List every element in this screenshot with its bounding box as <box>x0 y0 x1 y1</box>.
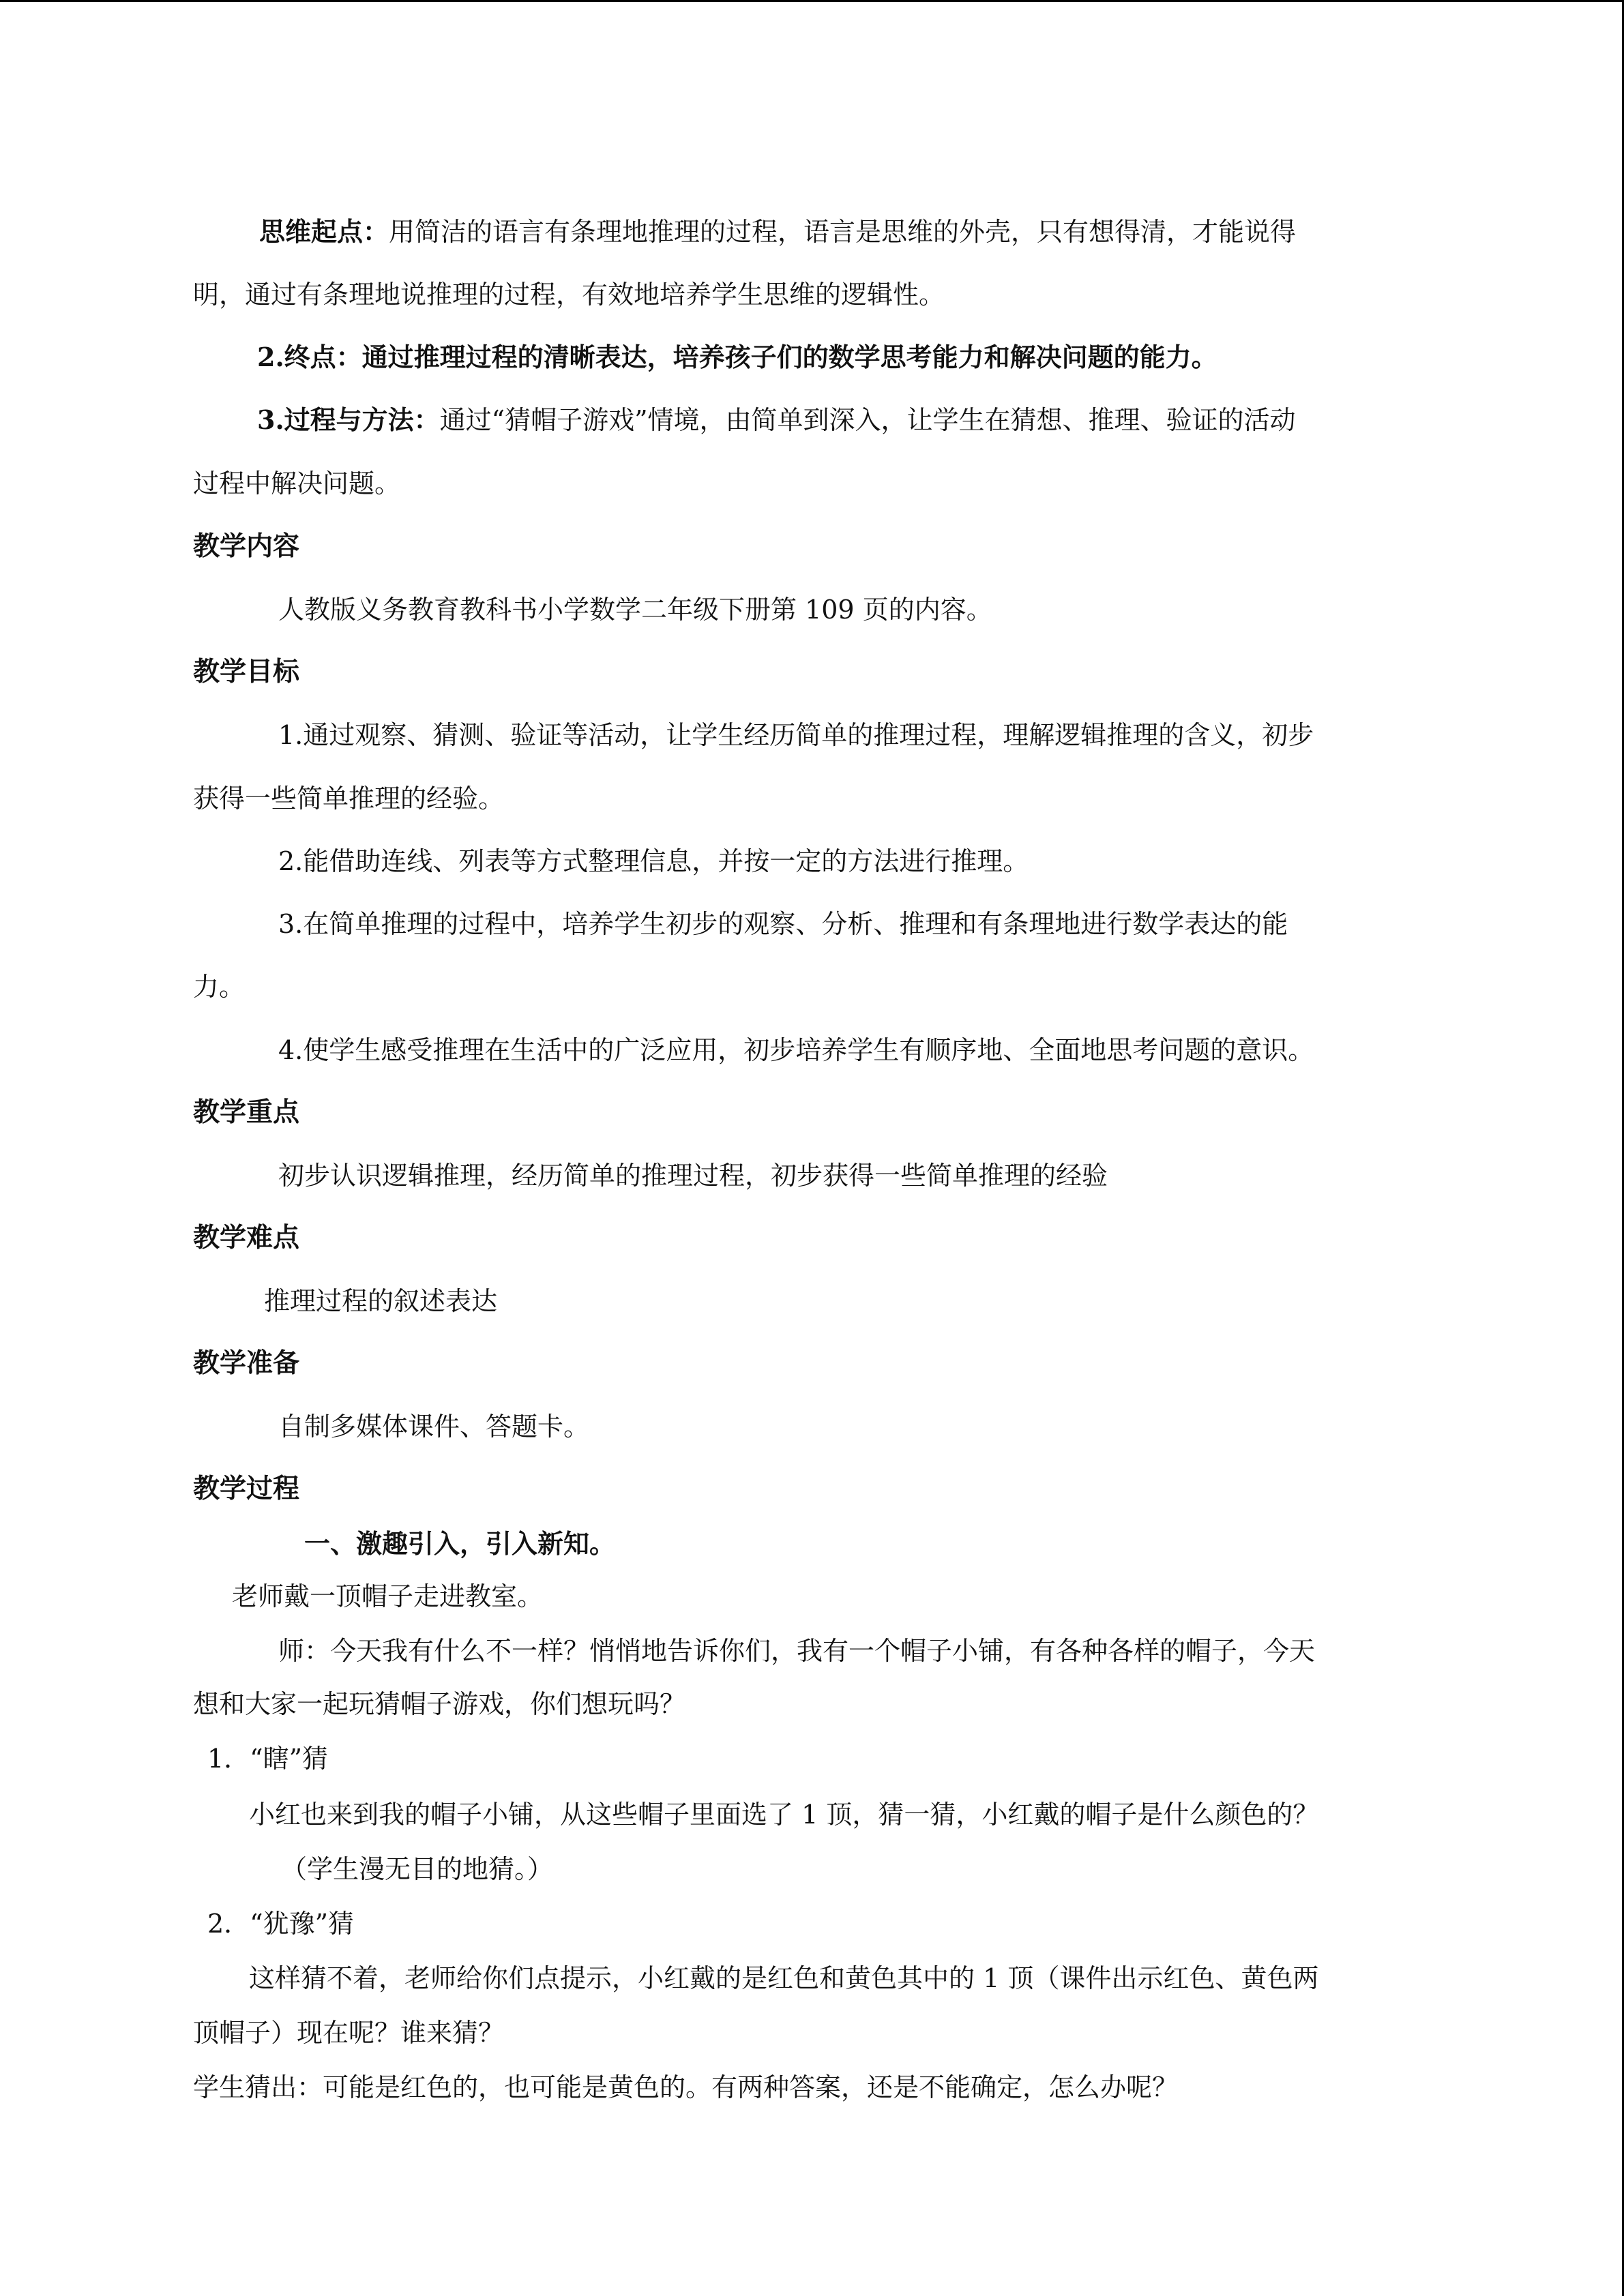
goal-1-line2: 获得一些简单推理的经验。 <box>193 784 505 814</box>
goal-3-line1: 3.在简单推理的过程中，培养学生初步的观察、分析、推理和有条理地进行数学表达的能 <box>278 909 1288 939</box>
teacher-enter: 老师戴一顶帽子走进教室。 <box>232 1581 544 1611</box>
heading-key-point: 教学重点 <box>193 1097 300 1128</box>
content-text: 人教版义务教育教科书小学数学二年级下册第 109 页的内容。 <box>278 595 992 625</box>
p1-line2: 明，通过有条理地说推理的过程，有效地培养学生思维的逻辑性。 <box>193 280 945 310</box>
teacher-say-line2: 想和大家一起玩猜帽子游戏，你们想玩吗？ <box>193 1689 686 1719</box>
item1-title: 1．“瞎”猜 <box>207 1744 329 1774</box>
goal-2: 2.能借助连线、列表等方式整理信息，并按一定的方法进行推理。 <box>278 846 1029 876</box>
goal-1-line1: 1.通过观察、猜测、验证等活动，让学生经历简单的推理过程，理解逻辑推理的含义，初步 <box>278 720 1314 750</box>
preparation-text: 自制多媒体课件、答题卡。 <box>278 1412 590 1442</box>
process-step1-title: 一、激趣引入，引入新知。 <box>304 1528 616 1559</box>
p3-rest: 通过“猜帽子游戏”情境，由简单到深入，让学生在猜想、推理、验证的活动 <box>439 405 1296 435</box>
p3-line2: 过程中解决问题。 <box>193 468 401 498</box>
p1-line1 <box>259 214 1296 250</box>
heading-process: 教学过程 <box>193 1474 300 1504</box>
p3-line1 <box>257 402 1296 438</box>
key-point-text: 初步认识逻辑推理，经历简单的推理过程，初步获得一些简单推理的经验 <box>278 1161 1108 1191</box>
item2-line1: 这样猜不着，老师给你们点提示，小红戴的是红色和黄色其中的 1 顶（课件出示红色、黄色两 <box>249 1963 1319 1993</box>
p2-line1: 2.终点：通过推理过程的清晰表达，培养孩子们的数学思考能力和解决问题的能力。 <box>257 342 1217 372</box>
p1-lead: 思维起点： <box>259 216 389 247</box>
heading-difficulty: 教学难点 <box>193 1223 300 1253</box>
goal-3-line2: 力。 <box>193 972 246 1002</box>
heading-preparation: 教学准备 <box>193 1348 300 1379</box>
teacher-say-line1: 师：今天我有什么不一样？悄悄地告诉你们，我有一个帽子小铺，有各种各样的帽子，今天 <box>278 1636 1316 1666</box>
item1-text: 小红也来到我的帽子小铺，从这些帽子里面选了 1 顶，猜一猜，小红戴的帽子是什么颜色的？ <box>249 1800 1319 1830</box>
difficulty-text: 推理过程的叙述表达 <box>264 1286 498 1316</box>
item2-title: 2．“犹豫”猜 <box>207 1909 355 1939</box>
p3-lead: 3.过程与方法： <box>257 404 440 435</box>
goal-4: 4.使学生感受推理在生活中的广泛应用，初步培养学生有顺序地、全面地思考问题的意识。 <box>278 1035 1314 1065</box>
item2-line2: 顶帽子）现在呢？谁来猜？ <box>193 2018 505 2048</box>
heading-goals: 教学目标 <box>193 657 300 687</box>
heading-content: 教学内容 <box>193 531 300 562</box>
student-guess: 学生猜出：可能是红色的，也可能是黄色的。有两种答案，还是不能确定，怎么办呢？ <box>193 2072 1179 2102</box>
p1-rest: 用简洁的语言有条理地推理的过程，语言是思维的外壳，只有想得清，才能说得 <box>389 217 1297 247</box>
item1-note: （学生漫无目的地猜。） <box>281 1854 554 1884</box>
